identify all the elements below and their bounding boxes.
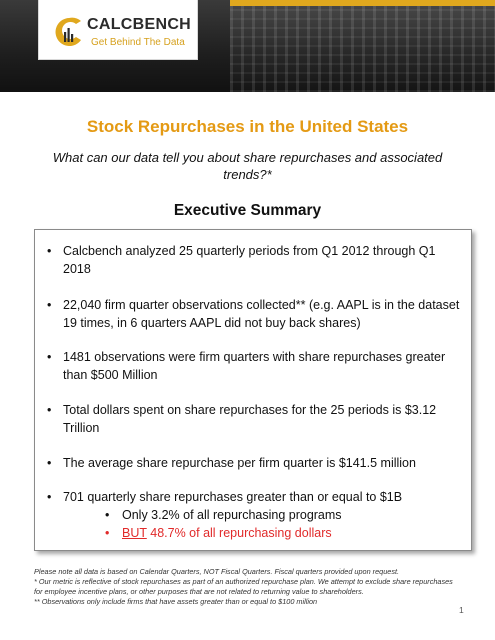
page-number: 1 — [459, 605, 464, 615]
brand-tagline: Get Behind The Data — [91, 37, 185, 48]
footnote-line: Please note all data is based on Calendar Quarters, NOT Fiscal Quarters. Fiscal quarters provided upon request. — [34, 567, 400, 576]
bullet-marker: • — [47, 244, 52, 258]
summary-bullet — [47, 296, 463, 332]
brand-name: CALCBENCH — [87, 16, 192, 33]
bullet-marker: • — [105, 526, 110, 540]
summary-bullet — [47, 401, 463, 437]
summary-bullet — [47, 348, 463, 384]
calcbench-logo-icon — [55, 16, 83, 48]
bullet-marker: • — [47, 298, 52, 312]
sub-bullet-text: Only 3.2% of all repurchasing programs — [122, 508, 342, 522]
bullet-text: 22,040 firm quarter observations collected** (e.g. AAPL is in the dataset 19 times, in 6 quarters AAPL did not buy back shares) — [63, 298, 460, 330]
summary-bullet — [47, 242, 463, 278]
bullet-text: Total dollars spent on share repurchases for the 25 periods is $3.12 Trillion — [63, 403, 437, 435]
summary-bullet — [47, 488, 463, 506]
summary-sub-bullet — [105, 506, 455, 524]
executive-summary-box — [34, 229, 472, 551]
footnote-line: ** Observations only include firms that have assets greater than or equal to $100 million — [34, 597, 318, 606]
summary-sub-bullet-highlight — [105, 524, 455, 542]
footnote-line: * Our metric is reflective of stock repurchases as part of an authorized repurchase plan. We attempt to exclude share repurchases for employee incentive plans, or other purposes that are not related to returning value to shareholders. — [34, 577, 453, 596]
page-title: Stock Repurchases in the United States — [86, 117, 409, 136]
bullet-marker: • — [47, 456, 52, 470]
sub-bullet-text: 48.7% of all repurchasing dollars — [146, 526, 332, 540]
bullet-text: The average share repurchase per firm quarter is $141.5 million — [63, 456, 416, 470]
bullet-text: Calcbench analyzed 25 quarterly periods from Q1 2012 through Q1 2018 — [63, 244, 436, 276]
bullet-marker: • — [47, 490, 52, 504]
bullet-marker: • — [47, 403, 52, 417]
bullet-marker: • — [105, 508, 110, 522]
bullet-marker: • — [47, 350, 52, 364]
footnotes — [34, 567, 454, 607]
sub-bullet-emphasis: BUT — [122, 526, 147, 540]
summary-bullet — [47, 454, 463, 472]
brand-logo — [38, 0, 198, 60]
bullet-text: 701 quarterly share repurchases greater than or equal to $1B — [63, 490, 403, 504]
section-heading: Executive Summary — [173, 202, 322, 219]
header-photo-strip — [230, 0, 495, 92]
page-subtitle: What can our data tell you about share repurchases and associated trends?* — [52, 150, 443, 182]
bullet-text: 1481 observations were firm quarters with share repurchases greater than $500 Million — [63, 350, 446, 382]
